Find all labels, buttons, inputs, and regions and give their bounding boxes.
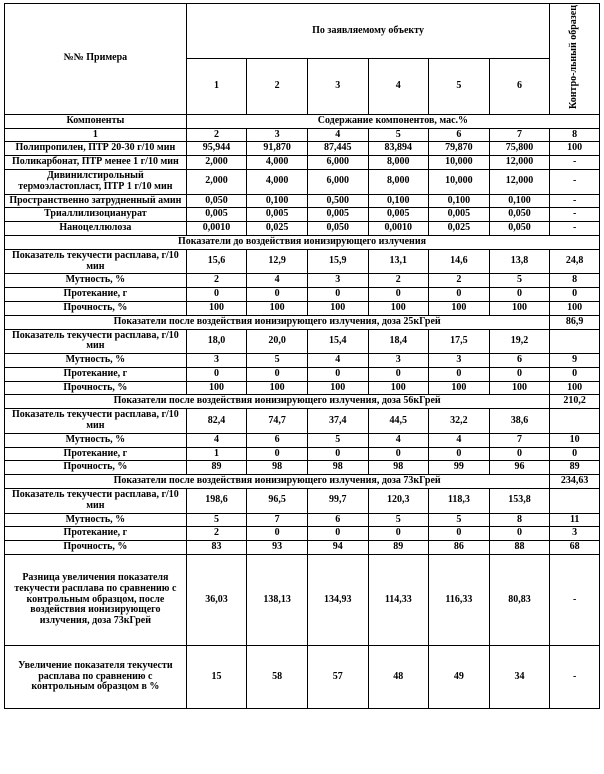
- row-value: 100: [368, 301, 429, 315]
- row-value: 0: [429, 447, 490, 461]
- row-value: 100: [368, 381, 429, 395]
- row-value: 6: [307, 513, 368, 527]
- row-value: 4: [307, 354, 368, 368]
- row-value: 88: [489, 541, 550, 555]
- row-value: 0: [247, 288, 308, 302]
- table-header-row: [5, 4, 600, 59]
- row-value: 98: [307, 461, 368, 475]
- row-value: 0,500: [307, 194, 368, 208]
- row-control-value: 100: [550, 301, 600, 315]
- row-label: Наноцеллюлоза: [5, 222, 187, 236]
- results-table: [4, 3, 600, 709]
- row-value: 0,100: [429, 194, 490, 208]
- row-value: 0: [368, 367, 429, 381]
- table-row: [5, 288, 600, 302]
- header-example-number: №№ Примера: [5, 4, 187, 115]
- row-value: 58: [247, 646, 308, 709]
- row-value: 2: [429, 274, 490, 288]
- row-value: 4: [307, 128, 368, 142]
- row-label: Прочность, %: [5, 461, 187, 475]
- row-value: 48: [368, 646, 429, 709]
- row-value: 8: [489, 513, 550, 527]
- table-row: [5, 489, 600, 514]
- table-row: [5, 156, 600, 170]
- row-value: 3: [429, 354, 490, 368]
- row-control-value: 86,9: [550, 315, 600, 329]
- table-row: [5, 367, 600, 381]
- row-value: 96,5: [247, 489, 308, 514]
- table-row: [5, 274, 600, 288]
- row-value: 0: [429, 527, 490, 541]
- row-control-value: 68: [550, 541, 600, 555]
- row-value: 15: [186, 646, 247, 709]
- row-value: 0,100: [247, 194, 308, 208]
- row-value: 18,4: [368, 329, 429, 354]
- row-value: 8,000: [368, 156, 429, 170]
- row-value: 2,000: [186, 169, 247, 194]
- row-value: 100: [247, 301, 308, 315]
- row-value: 10,000: [429, 156, 490, 170]
- header-col-2: 2: [247, 59, 308, 114]
- row-value: 0: [247, 527, 308, 541]
- row-control-value: 9: [550, 354, 600, 368]
- section-label: Показатели до воздействия ионизирующего излучения: [5, 235, 600, 249]
- section-label: Показатели после воздействия ионизирующего излучения, доза 73кГрей: [5, 475, 550, 489]
- row-value: 36,03: [186, 555, 247, 646]
- row-value: 12,000: [489, 156, 550, 170]
- row-value: 5: [368, 128, 429, 142]
- section-label: Показатели после воздействия ионизирующего излучения, доза 25кГрей: [5, 315, 550, 329]
- row-value: 2: [368, 274, 429, 288]
- row-label: Прочность, %: [5, 541, 187, 555]
- row-value: 99,7: [307, 489, 368, 514]
- table-row: [5, 128, 600, 142]
- table-row: [5, 409, 600, 434]
- table-row: [5, 513, 600, 527]
- row-value: 74,7: [247, 409, 308, 434]
- row-value: 57: [307, 646, 368, 709]
- row-label: Компоненты: [5, 114, 187, 128]
- header-col-6: 6: [489, 59, 550, 114]
- table-row: [5, 194, 600, 208]
- row-value: 10,000: [429, 169, 490, 194]
- row-control-value: 89: [550, 461, 600, 475]
- row-value: 7: [489, 433, 550, 447]
- row-value: 2: [186, 128, 247, 142]
- row-control-value: 234,63: [550, 475, 600, 489]
- row-label: Показатель текучести расплава, г/10 мин: [5, 489, 187, 514]
- row-label: Мутность, %: [5, 354, 187, 368]
- row-value: 2: [186, 274, 247, 288]
- row-value: 18,0: [186, 329, 247, 354]
- table-row: [5, 301, 600, 315]
- row-value: 98: [247, 461, 308, 475]
- row-value: 198,6: [186, 489, 247, 514]
- row-label: Прочность, %: [5, 301, 187, 315]
- row-value: 100: [489, 381, 550, 395]
- row-value: 82,4: [186, 409, 247, 434]
- row-label: Дивинилстирольный термоэластопласт, ПТР 1 г/10 мин: [5, 169, 187, 194]
- row-value: 37,4: [307, 409, 368, 434]
- row-value: 87,445: [307, 142, 368, 156]
- row-value: 100: [186, 301, 247, 315]
- row-control-value: -: [550, 194, 600, 208]
- header-control-sample: Контро-льный образец: [550, 4, 600, 115]
- row-label: Поликарбонат, ПТР менее 1 г/10 мин: [5, 156, 187, 170]
- row-label: Разница увеличения показателя текучести расплава по сравнению с контрольным образцом, после воздействия ионизирующего излучения, доза 73кГрей: [5, 555, 187, 646]
- row-value: 0,005: [368, 208, 429, 222]
- header-col-5: 5: [429, 59, 490, 114]
- row-control-value: -: [550, 555, 600, 646]
- row-value: 6: [247, 433, 308, 447]
- row-value: 17,5: [429, 329, 490, 354]
- row-value: 0: [489, 447, 550, 461]
- row-value: 14,6: [429, 249, 490, 274]
- row-label: Увеличение показателя текучести расплава по сравнению с контрольным образцом в %: [5, 646, 187, 709]
- row-value: 100: [429, 381, 490, 395]
- row-control-value: 100: [550, 142, 600, 156]
- row-value: 20,0: [247, 329, 308, 354]
- row-label: 1: [5, 128, 187, 142]
- section-label: Показатели после воздействия ионизирующего излучения, доза 56кГрей: [5, 395, 550, 409]
- row-value: 153,8: [489, 489, 550, 514]
- row-control-empty: [550, 409, 600, 434]
- table-row: [5, 646, 600, 709]
- row-value: 0,100: [489, 194, 550, 208]
- row-value: 8,000: [368, 169, 429, 194]
- row-value: 0,0010: [186, 222, 247, 236]
- row-label: Мутность, %: [5, 513, 187, 527]
- row-value: 6,000: [307, 156, 368, 170]
- table-row: [5, 354, 600, 368]
- row-value: 0,050: [186, 194, 247, 208]
- table-row: [5, 208, 600, 222]
- row-value: 0: [247, 367, 308, 381]
- row-control-value: -: [550, 222, 600, 236]
- table-row: [5, 447, 600, 461]
- table-row: [5, 249, 600, 274]
- row-value: 0: [368, 288, 429, 302]
- row-control-value: -: [550, 169, 600, 194]
- section-row: [5, 315, 600, 329]
- row-value: 4,000: [247, 169, 308, 194]
- row-label: Протекание, г: [5, 288, 187, 302]
- row-value: 7: [489, 128, 550, 142]
- row-value: 13,1: [368, 249, 429, 274]
- row-value: 100: [307, 301, 368, 315]
- table-row: [5, 433, 600, 447]
- row-value: 3: [247, 128, 308, 142]
- row-value: 114,33: [368, 555, 429, 646]
- row-value: 0: [186, 367, 247, 381]
- row-value: 5: [247, 354, 308, 368]
- row-control-value: 0: [550, 367, 600, 381]
- row-value: 100: [186, 381, 247, 395]
- row-value: 5: [307, 433, 368, 447]
- row-value: 0: [307, 288, 368, 302]
- row-label: Показатель текучести расплава, г/10 мин: [5, 329, 187, 354]
- row-value: 3: [307, 274, 368, 288]
- row-control-value: 0: [550, 288, 600, 302]
- row-value: 0,100: [368, 194, 429, 208]
- row-value: 0,050: [307, 222, 368, 236]
- row-control-value: 8: [550, 128, 600, 142]
- row-value: 0: [489, 288, 550, 302]
- table-row: [5, 169, 600, 194]
- row-value: 3: [368, 354, 429, 368]
- row-value: 91,870: [247, 142, 308, 156]
- row-value: 98: [368, 461, 429, 475]
- row-value: 0: [247, 447, 308, 461]
- row-value: 0: [307, 367, 368, 381]
- header-col-4: 4: [368, 59, 429, 114]
- row-value: 100: [247, 381, 308, 395]
- row-value: 5: [186, 513, 247, 527]
- row-value: 6: [489, 354, 550, 368]
- row-label: Протекание, г: [5, 527, 187, 541]
- row-control-value: 100: [550, 381, 600, 395]
- row-control-value: 24,8: [550, 249, 600, 274]
- row-label: Мутность, %: [5, 274, 187, 288]
- row-value: 4: [368, 433, 429, 447]
- table-row: [5, 541, 600, 555]
- row-value: 0,050: [489, 208, 550, 222]
- row-value: 75,800: [489, 142, 550, 156]
- row-control-value: 11: [550, 513, 600, 527]
- row-value: 5: [429, 513, 490, 527]
- row-value: 0,005: [429, 208, 490, 222]
- table-row: [5, 461, 600, 475]
- row-value: 79,870: [429, 142, 490, 156]
- row-value: 0,005: [186, 208, 247, 222]
- row-value: 89: [186, 461, 247, 475]
- row-value: 1: [186, 447, 247, 461]
- row-value: 95,944: [186, 142, 247, 156]
- row-label: Мутность, %: [5, 433, 187, 447]
- row-value: 118,3: [429, 489, 490, 514]
- table-row: [5, 222, 600, 236]
- section-row: [5, 395, 600, 409]
- row-value: 2,000: [186, 156, 247, 170]
- row-value: 44,5: [368, 409, 429, 434]
- row-control-value: 10: [550, 433, 600, 447]
- row-value: 116,33: [429, 555, 490, 646]
- table-row: [5, 555, 600, 646]
- row-label: Пространственно затрудненный амин: [5, 194, 187, 208]
- row-control-value: -: [550, 646, 600, 709]
- row-value: 100: [429, 301, 490, 315]
- row-label: Протекание, г: [5, 367, 187, 381]
- table-row: [5, 527, 600, 541]
- row-value: 94: [307, 541, 368, 555]
- row-value: 138,13: [247, 555, 308, 646]
- row-value: 0: [429, 367, 490, 381]
- row-value: 0,005: [247, 208, 308, 222]
- row-value: 0,005: [307, 208, 368, 222]
- row-value: 34: [489, 646, 550, 709]
- row-value: 38,6: [489, 409, 550, 434]
- row-value: 6: [429, 128, 490, 142]
- row-value: 0: [368, 527, 429, 541]
- row-value: 100: [307, 381, 368, 395]
- row-label: Полипропилен, ПТР 20-30 г/10 мин: [5, 142, 187, 156]
- row-value: 15,6: [186, 249, 247, 274]
- row-value: 0: [307, 527, 368, 541]
- row-value: 49: [429, 646, 490, 709]
- header-claimed-object: По заявляемому объекту: [186, 4, 550, 59]
- row-value: 4: [429, 433, 490, 447]
- row-value: 15,9: [307, 249, 368, 274]
- row-control-value: 210,2: [550, 395, 600, 409]
- row-value: 0: [186, 288, 247, 302]
- row-control-value: 0: [550, 447, 600, 461]
- row-value: 89: [368, 541, 429, 555]
- header-col-1: 1: [186, 59, 247, 114]
- row-label: Триаллилизоцианурат: [5, 208, 187, 222]
- table-row: [5, 329, 600, 354]
- row-value: 83,894: [368, 142, 429, 156]
- row-label: Протекание, г: [5, 447, 187, 461]
- row-value: 86: [429, 541, 490, 555]
- row-value: 83: [186, 541, 247, 555]
- row-value: 0,0010: [368, 222, 429, 236]
- row-value: 100: [489, 301, 550, 315]
- row-value: 7: [247, 513, 308, 527]
- table-row: [5, 142, 600, 156]
- row-value: 12,000: [489, 169, 550, 194]
- row-control-empty: [550, 489, 600, 514]
- row-control-value: 3: [550, 527, 600, 541]
- row-value: 0: [489, 367, 550, 381]
- row-value: 6,000: [307, 169, 368, 194]
- row-value: 96: [489, 461, 550, 475]
- row-value: 134,93: [307, 555, 368, 646]
- row-value: 12,9: [247, 249, 308, 274]
- row-value: 0,025: [429, 222, 490, 236]
- row-control-value: -: [550, 156, 600, 170]
- row-value: 4: [186, 433, 247, 447]
- row-value: 80,83: [489, 555, 550, 646]
- row-label: Показатель текучести расплава, г/10 мин: [5, 409, 187, 434]
- row-span-label: Содержание компонентов, мас.%: [186, 114, 599, 128]
- row-value: 0,050: [489, 222, 550, 236]
- header-col-3: 3: [307, 59, 368, 114]
- row-value: 0: [368, 447, 429, 461]
- row-value: 5: [489, 274, 550, 288]
- row-value: 120,3: [368, 489, 429, 514]
- row-value: 93: [247, 541, 308, 555]
- row-value: 99: [429, 461, 490, 475]
- row-label: Показатель текучести расплава, г/10 мин: [5, 249, 187, 274]
- row-value: 2: [186, 527, 247, 541]
- section-row: [5, 475, 600, 489]
- row-value: 0: [489, 527, 550, 541]
- row-value: 3: [186, 354, 247, 368]
- row-control-value: -: [550, 208, 600, 222]
- row-value: 0: [429, 288, 490, 302]
- table-row: [5, 381, 600, 395]
- row-value: 15,4: [307, 329, 368, 354]
- row-value: 19,2: [489, 329, 550, 354]
- row-value: 4: [247, 274, 308, 288]
- row-value: 4,000: [247, 156, 308, 170]
- row-label: Прочность, %: [5, 381, 187, 395]
- row-value: 32,2: [429, 409, 490, 434]
- row-value: 0,025: [247, 222, 308, 236]
- row-control-empty: [550, 329, 600, 354]
- row-control-value: 8: [550, 274, 600, 288]
- section-row: [5, 235, 600, 249]
- row-value: 13,8: [489, 249, 550, 274]
- row-value: 0: [307, 447, 368, 461]
- table-row: [5, 114, 600, 128]
- row-value: 5: [368, 513, 429, 527]
